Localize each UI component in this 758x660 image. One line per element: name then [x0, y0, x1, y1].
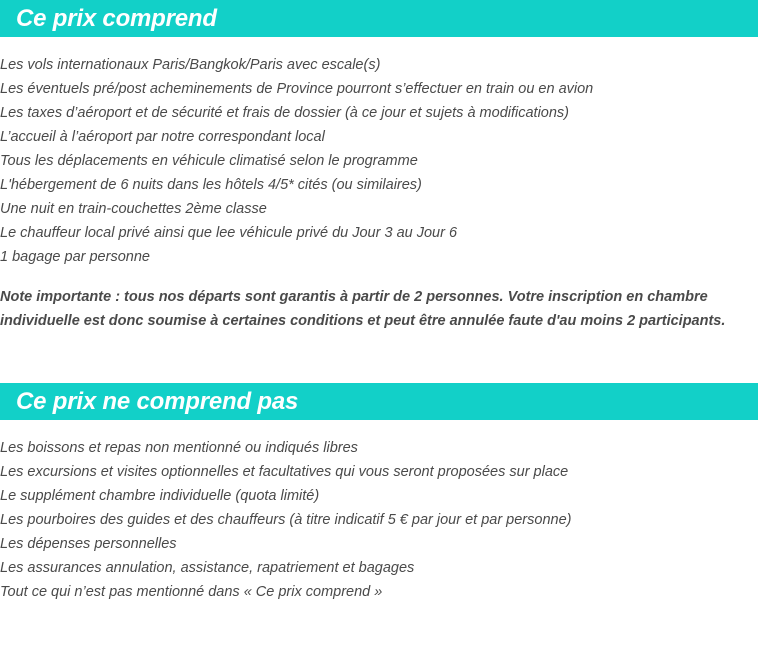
excludes-section-title: Ce prix ne comprend pas: [16, 387, 299, 415]
list-item: L'hébergement de 6 nuits dans les hôtels 4/5* cités (ou similaires): [0, 177, 422, 193]
important-note: Note importante : tous nos départs sont garantis à partir de 2 personnes. Votre inscription en chambre individuelle est donc soumise à certaines conditions et peut être annulée faute d'au moins 2 participants.: [0, 289, 726, 329]
list-item: L’accueil à l’aéroport par notre correspondant local: [0, 129, 325, 145]
excludes-section-header: [0, 383, 758, 420]
list-item: Les boissons et repas non mentionné ou indiqués libres: [0, 440, 358, 456]
list-item: Le supplément chambre individuelle (quota limité): [0, 488, 320, 504]
includes-section-header: [0, 0, 758, 37]
list-item: Les assurances annulation, assistance, rapatriement et bagages: [0, 560, 415, 576]
list-item: Les excursions et visites optionnelles et facultatives qui vous seront proposées sur place: [0, 464, 569, 480]
list-item: Tout ce qui n’est pas mentionné dans « Ce prix comprend »: [0, 584, 383, 600]
includes-section-title: Ce prix comprend: [16, 4, 217, 32]
list-item: Une nuit en train-couchettes 2ème classe: [0, 201, 267, 217]
list-item: Les taxes d’aéroport et de sécurité et frais de dossier (à ce jour et sujets à modifications): [0, 105, 570, 121]
excludes-list: [0, 436, 571, 604]
list-item: Les pourboires des guides et des chauffeurs (à titre indicatif 5 € par jour et par personne): [0, 512, 572, 528]
list-item: Tous les déplacements en véhicule climatisé selon le programme: [0, 153, 418, 169]
list-item: Le chauffeur local privé ainsi que lee véhicule privé du Jour 3 au Jour 6: [0, 225, 458, 241]
list-item: 1 bagage par personne: [0, 249, 150, 265]
includes-list: [0, 53, 593, 269]
list-item: Les vols internationaux Paris/Bangkok/Paris avec escale(s): [0, 57, 381, 73]
list-item: Les dépenses personnelles: [0, 536, 177, 552]
list-item: Les éventuels pré/post acheminements de Province pourront s’effectuer en train ou en avion: [0, 81, 594, 97]
